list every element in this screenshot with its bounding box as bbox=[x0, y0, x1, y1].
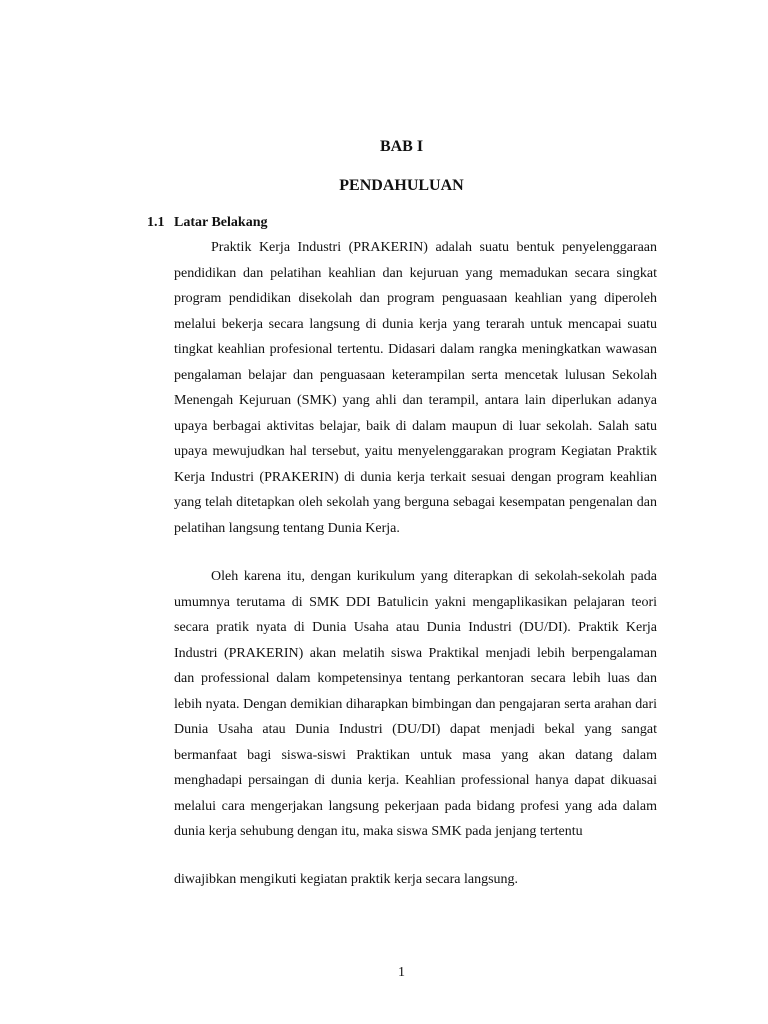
paragraph-2-block bbox=[174, 564, 657, 845]
paragraph-2-last-line: diwajibkan mengikuti kegiatan praktik kerja secara langsung. bbox=[174, 872, 519, 887]
paragraph-2: Oleh karena itu, dengan kurikulum yang diterapkan di sekolah-sekolah pada umumnya terutama di SMK DDI Batulicin yakni mengaplikasikan pelajaran teori secara pratik nyata di Dunia Usaha atau Dunia Industri (DU/DI). Praktik Kerja Industri (PRAKERIN) akan melatih siswa Praktikal menjadi lebih berpengalaman dan professional dalam kompetensinya tentang perkantoran secara lebih luas dan lebih nyata. Dengan demikian diharapkan bimbingan dan pengajaran serta arahan dari Dunia Usaha atau Dunia Industri (DU/DI) dapat menjadi bekal yang sangat bermanfaat bagi siswa-siswi Praktikan untuk masa yang akan datang dalam menghadapi persaingan di dunia kerja. Keahlian professional hanya dapat dikuasai melalui cara mengerjakan langsung pekerjaan pada bidang profesi yang ada dalam dunia kerja sehubung dengan itu, maka siswa SMK pada jenjang tertentu bbox=[174, 569, 657, 839]
chapter-number: BAB I bbox=[379, 138, 424, 155]
section-title: Latar Belakang bbox=[174, 215, 268, 230]
paragraph-1-block bbox=[174, 235, 657, 541]
section-heading bbox=[147, 215, 267, 231]
chapter-title: PENDAHULUAN bbox=[339, 177, 464, 194]
paragraph-1: Praktik Kerja Industri (PRAKERIN) adalah suatu bentuk penyelenggaraan pendidikan dan pelatihan keahlian dan kejuruan yang memadukan secara singkat program pendidikan disekolah dan program penguasaan keahlian yang diperoleh melalui bekerja secara langsung di dunia kerja yang terarah untuk mencapai suatu tingkat keahlian profesional tertentu. Didasari dalam rangka meningkatkan wawasan pengalaman belajar dan penguasaan keterampilan serta mencetak lulusan Sekolah Menengah Kejuruan (SMK) yang ahli dan terampil, antara lain diperlukan adanya upaya berbagai aktivitas belajar, baik di dalam maupun di luar sekolah. Salah satu upaya mewujudkan hal tersebut, yaitu menyelenggarakan program Kegiatan Praktik Kerja Industri (PRAKERIN) di dunia kerja terkait sesuai dengan program keahlian yang telah ditetapkan oleh sekolah yang berguna sebagai kesempatan pengenalan dan pelatihan langsung tentang Dunia Kerja. bbox=[174, 240, 657, 536]
page-number: 1 bbox=[398, 965, 405, 980]
section-number: 1.1 bbox=[147, 215, 165, 230]
